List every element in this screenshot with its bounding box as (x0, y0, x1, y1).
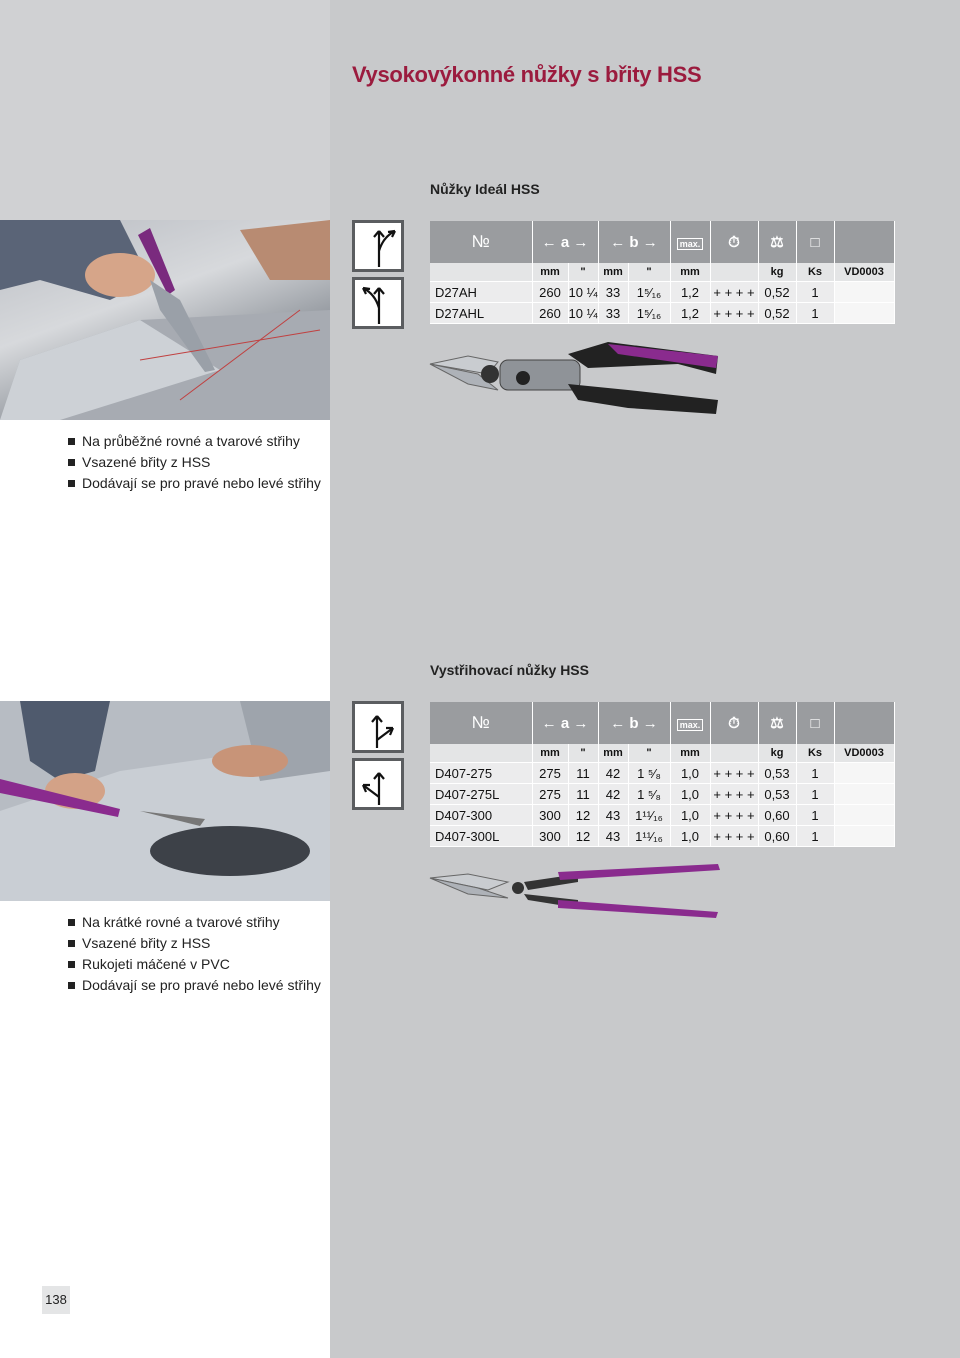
section2-subtitle: Vystřihovací nůžky HSS (430, 662, 589, 678)
unit-rating (710, 744, 758, 763)
product-code: D407-275L (430, 784, 532, 805)
box-icon: □ (810, 714, 820, 732)
unit-max-mm: mm (670, 744, 710, 763)
cell-a-in: 10 ¼ (568, 303, 598, 324)
cell-ks: 1 (796, 826, 834, 847)
short-cut-right-icon (352, 701, 404, 753)
unit-ks: Ks (796, 263, 834, 282)
unit-a-in: " (568, 744, 598, 763)
list-item: Na krátké rovné a tvarové střihy (68, 912, 321, 933)
stopwatch-icon: ⏱ (728, 233, 740, 251)
cell-rating: + + + + (710, 805, 758, 826)
cell-max: 1,0 (670, 826, 710, 847)
cell-rating: + + + + (710, 763, 758, 784)
cell-b-in: 1 ⁵⁄₈ (628, 784, 670, 805)
unit-kg: kg (758, 263, 796, 282)
scale-icon: ⚖ (770, 715, 784, 732)
cell-rating: + + + + (710, 303, 758, 324)
list-item: Dodávají se pro pravé nebo levé střihy (68, 975, 321, 996)
cell-a-in: 12 (568, 826, 598, 847)
cell-b-in: 1⁵⁄₁₆ (628, 303, 670, 324)
number-header: № (471, 713, 490, 732)
short-cut-left-icon (352, 758, 404, 810)
cell-ks: 1 (796, 784, 834, 805)
cell-b-in: 1 ⁵⁄₈ (628, 763, 670, 784)
unit-b-in: " (628, 744, 670, 763)
straight-cut-left-icon (352, 277, 404, 329)
unit-b-in: " (628, 263, 670, 282)
product-code: D27AHL (430, 303, 532, 324)
cell-max: 1,0 (670, 784, 710, 805)
cell-b-mm: 42 (598, 784, 628, 805)
list-item: Na průběžné rovné a tvarové střihy (68, 431, 321, 452)
cell-kg: 0,60 (758, 826, 796, 847)
unit-a-mm: mm (532, 263, 568, 282)
length-a-icon: ← a → (541, 233, 589, 251)
length-a-icon: ← a → (541, 714, 589, 732)
section1-spec-table (430, 221, 895, 324)
cell-rating: + + + + (710, 784, 758, 805)
table-row (430, 805, 894, 826)
unit-rating (710, 263, 758, 282)
unit-ks: Ks (796, 744, 834, 763)
cell-b-in: 1¹¹⁄₁₆ (628, 805, 670, 826)
product-code: D27AH (430, 282, 532, 303)
page-number: 138 (42, 1286, 70, 1314)
cell-ks: 1 (796, 805, 834, 826)
unit-vd: VD0003 (834, 744, 894, 763)
cell-a-mm: 260 (532, 282, 568, 303)
cell-a-in: 12 (568, 805, 598, 826)
section2-feature-list (68, 912, 321, 996)
trimming-snips-image (428, 860, 728, 920)
cell-a-mm: 300 (532, 826, 568, 847)
cell-a-in: 11 (568, 763, 598, 784)
product-code: D407-275 (430, 763, 532, 784)
section2-spec-table (430, 702, 895, 847)
cell-a-mm: 260 (532, 303, 568, 324)
cell-max: 1,0 (670, 763, 710, 784)
left-top-panel (0, 0, 330, 220)
cell-kg: 0,60 (758, 805, 796, 826)
cell-rating: + + + + (710, 826, 758, 847)
unit-a-in: " (568, 263, 598, 282)
cell-rating: + + + + (710, 282, 758, 303)
max-thickness-icon: max. (677, 719, 704, 731)
cell-b-in: 1¹¹⁄₁₆ (628, 826, 670, 847)
cell-a-mm: 300 (532, 805, 568, 826)
cell-max: 1,2 (670, 303, 710, 324)
section1-feature-list (68, 431, 321, 494)
ideal-snips-image (428, 334, 728, 420)
table-row (430, 763, 894, 784)
cell-b-mm: 42 (598, 763, 628, 784)
cell-a-mm: 275 (532, 763, 568, 784)
cell-b-mm: 33 (598, 303, 628, 324)
list-item: Vsazené břity z HSS (68, 933, 321, 954)
cell-kg: 0,53 (758, 763, 796, 784)
max-thickness-icon: max. (677, 238, 704, 250)
list-item: Dodávají se pro pravé nebo levé střihy (68, 473, 321, 494)
cell-b-mm: 43 (598, 826, 628, 847)
stopwatch-icon: ⏱ (728, 714, 740, 732)
product-code: D407-300 (430, 805, 532, 826)
cell-a-in: 11 (568, 784, 598, 805)
cell-a-mm: 275 (532, 784, 568, 805)
straight-cut-right-icon (352, 220, 404, 272)
unit-vd: VD0003 (834, 263, 894, 282)
unit-b-mm: mm (598, 744, 628, 763)
cell-max: 1,2 (670, 282, 710, 303)
cell-kg: 0,52 (758, 282, 796, 303)
cell-ks: 1 (796, 763, 834, 784)
section1-photo (0, 220, 330, 420)
unit-a-mm: mm (532, 744, 568, 763)
cell-a-in: 10 ¼ (568, 282, 598, 303)
box-icon: □ (810, 233, 820, 251)
cell-b-in: 1⁵⁄₁₆ (628, 282, 670, 303)
length-b-icon: ← b → (610, 233, 658, 251)
table-row (430, 784, 894, 805)
page-title: Vysokovýkonné nůžky s břity HSS (352, 62, 702, 87)
cell-kg: 0,53 (758, 784, 796, 805)
section2-photo (0, 701, 330, 901)
right-panel-background (330, 0, 960, 1358)
section1-subtitle: Nůžky Ideál HSS (430, 181, 540, 197)
number-header: № (471, 232, 490, 251)
unit-kg: kg (758, 744, 796, 763)
product-code: D407-300L (430, 826, 532, 847)
unit-b-mm: mm (598, 263, 628, 282)
cell-b-mm: 33 (598, 282, 628, 303)
length-b-icon: ← b → (610, 714, 658, 732)
cell-b-mm: 43 (598, 805, 628, 826)
cell-ks: 1 (796, 303, 834, 324)
unit-max-mm: mm (670, 263, 710, 282)
list-item: Rukojeti máčené v PVC (68, 954, 321, 975)
scale-icon: ⚖ (770, 234, 784, 251)
cell-ks: 1 (796, 282, 834, 303)
cell-max: 1,0 (670, 805, 710, 826)
table-row (430, 282, 894, 303)
list-item: Vsazené břity z HSS (68, 452, 321, 473)
table-row (430, 303, 894, 324)
cell-kg: 0,52 (758, 303, 796, 324)
table-row (430, 826, 894, 847)
